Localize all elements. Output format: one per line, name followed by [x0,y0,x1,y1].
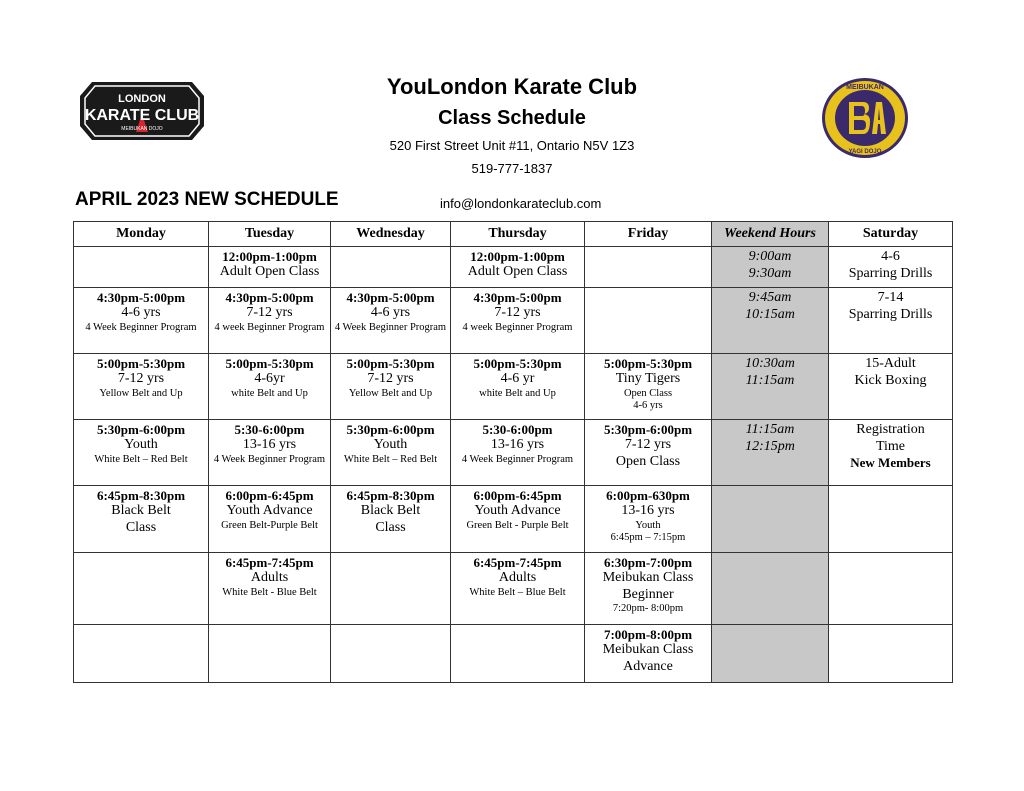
cell-line: white Belt and Up [231,387,308,399]
cell-line: 7:20pm- 8:00pm [612,603,684,615]
cell-line: 4 Week Beginner Program [213,453,326,465]
cell-line: 7-12 yrs [624,437,672,453]
schedule-cell-mon [74,247,209,288]
col-header-tuesday: Tuesday [209,222,331,247]
cell-line: Green Belt - Purple Belt [466,519,569,531]
cell-line: 5:00pm-5:30pm [603,356,693,371]
cell-line: 5:00pm-5:30pm [473,356,562,371]
schedule-cell-tue [209,553,331,625]
cell-line: Black Belt [360,503,421,519]
schedule-cell-sat [829,288,953,354]
col-header-wednesday: Wednesday [331,222,451,247]
schedule-cell-mon [74,486,209,553]
cell-line: 5:30pm-6:00pm [603,422,693,437]
cell-line: 4 Week Beginner Program [85,321,197,333]
schedule-cell-tue [209,486,331,553]
cell-line: Sparring Drills [848,306,933,322]
seal-top-text: MEIBUKAN [846,84,884,91]
cell-line: White Belt – Blue Belt [469,586,566,598]
cell-line: 6:45pm-7:45pm [473,555,562,570]
schedule-cell-wed [331,553,451,625]
cell-line: 4 week Beginner Program [462,321,573,333]
cell-line: Yellow Belt and Up [348,387,433,399]
logo-line3: MEIBUKAN DOJO [121,126,163,132]
cell-line: Open Class [623,387,673,399]
cell-line: 12:15pm [745,438,795,454]
schedule-cell-fri [585,354,712,420]
schedule-cell-sat [829,486,953,553]
schedule-cell-wkd [712,625,829,683]
cell-line: 13-16 yrs [621,503,675,519]
cell-line: Youth [124,437,158,453]
cell-line: Adult Open Class [219,264,320,280]
cell-line: 6:45pm-8:30pm [346,488,435,503]
schedule-cell-fri [585,486,712,553]
cell-line: 7:00pm-8:00pm [603,627,693,642]
schedule-cell-thu [451,288,585,354]
cell-line: Class [375,519,406,535]
cell-line: White Belt – Red Belt [343,453,438,465]
schedule-cell-wkd [712,354,829,420]
cell-line: 13-16 yrs [242,437,297,453]
cell-line: 6:00pm-6:45pm [473,488,562,503]
schedule-cell-wed [331,486,451,553]
cell-line: 4-6yr [254,371,285,387]
logo-line2: KARATE CLUB [84,107,200,124]
table-row [74,625,953,683]
cell-line: 6:45pm-7:45pm [225,555,314,570]
schedule-cell-thu [451,420,585,486]
cell-line: 6:45pm – 7:15pm [610,532,686,544]
cell-line: 7-12 yrs [494,305,541,321]
col-header-friday: Friday [585,222,712,247]
schedule-cell-thu [451,247,585,288]
cell-line: Adults [498,570,537,586]
cell-line: Black Belt [111,503,171,519]
col-header-thursday: Thursday [451,222,585,247]
schedule-subtitle: Class Schedule [438,107,586,129]
cell-line: 4-6 yrs [370,305,411,321]
logo-line1: LONDON [118,93,166,105]
schedule-cell-wkd [712,420,829,486]
table-header-row [74,222,953,247]
schedule-cell-tue [209,247,331,288]
cell-line: 5:30pm-6:00pm [346,422,435,437]
schedule-cell-sat [829,420,953,486]
cell-line: Time [875,438,906,454]
cell-line: 12:00pm-1:00pm [222,249,317,264]
cell-line: Beginner [622,586,674,602]
cell-line: 4:30pm-5:00pm [225,290,314,305]
table-row [74,420,953,486]
schedule-cell-tue [209,420,331,486]
schedule-cell-tue [209,625,331,683]
cell-line: 4:30pm-5:00pm [473,290,562,305]
london-karate-club-logo [78,80,206,142]
cell-line: 5:00pm-5:30pm [225,356,314,371]
schedule-cell-wed [331,420,451,486]
cell-line: Meibukan Class [602,570,694,586]
schedule-cell-tue [209,288,331,354]
cell-line: 4-6 [881,249,900,264]
cell-line: Youth Advance [226,503,313,519]
cell-line: 6:00pm-630pm [606,488,690,503]
table-row [74,288,953,354]
schedule-cell-mon [74,625,209,683]
cell-line: 11:15am [745,372,795,388]
cell-line: 6:45pm-8:30pm [96,488,186,503]
schedule-heading: APRIL 2023 NEW SCHEDULE [75,189,339,210]
schedule-cell-sat [829,354,953,420]
cell-line: 5:30-6:00pm [234,422,305,437]
cell-line: 15-Adult [865,356,916,371]
schedule-cell-fri [585,625,712,683]
cell-line: 7-12 yrs [246,305,293,321]
schedule-cell-mon [74,288,209,354]
table-row [74,247,953,288]
cell-line: 4-6 yr [500,371,535,387]
cell-line: 6:30pm-7:00pm [603,555,693,570]
cell-line: White Belt – Red Belt [94,453,188,465]
cell-line: 5:00pm-5:30pm [346,356,435,371]
cell-line: Class [125,519,157,535]
cell-line: Adult Open Class [467,264,568,280]
email-link[interactable]: info@londonkarateclub.com [440,196,602,211]
cell-line: Advance [623,658,673,674]
phone: 519-777-1837 [471,161,553,176]
table-row [74,553,953,625]
schedule-cell-sat [829,247,953,288]
cell-line: 12:00pm-1:00pm [470,249,565,264]
cell-line: 7-14 [877,290,904,305]
schedule-cell-wed [331,625,451,683]
schedule-cell-thu [451,553,585,625]
schedule-cell-mon [74,553,209,625]
table-row [74,354,953,420]
header [0,0,1024,220]
schedule-table [73,221,953,683]
schedule-cell-fri [585,247,712,288]
cell-line: Tiny Tigers [615,371,681,387]
cell-line: 9:30am [748,265,792,281]
cell-line: 4 week Beginner Program [214,321,325,333]
club-title: YouLondon Karate Club [386,74,638,99]
schedule-cell-sat [829,625,953,683]
cell-line: white Belt and Up [479,387,556,399]
schedule-cell-wkd [712,486,829,553]
cell-line: 6:00pm-6:45pm [225,488,314,503]
address: 520 First Street Unit #11, Ontario N5V 1Z3 [389,138,635,153]
cell-line: Adults [250,570,289,586]
cell-line: Youth [373,437,408,453]
cell-line: Youth [635,519,661,531]
schedule-cell-mon [74,354,209,420]
cell-line: 11:15am [745,422,795,437]
schedule-cell-wed [331,247,451,288]
schedule-cell-fri [585,288,712,354]
cell-line: 5:30-6:00pm [482,422,553,437]
cell-line: 10:15am [745,306,795,322]
col-header-weekend-hours: Weekend Hours [712,222,829,247]
cell-line: 5:30pm-6:00pm [96,422,186,437]
cell-line: 4:30pm-5:00pm [96,290,186,305]
col-header-saturday: Saturday [829,222,953,247]
cell-line: Green Belt-Purple Belt [221,519,318,531]
schedule-cell-thu [451,486,585,553]
cell-line: 5:00pm-5:30pm [96,356,186,371]
cell-line: White Belt - Blue Belt [222,586,317,598]
cell-line: 7-12 yrs [367,371,414,387]
schedule-cell-wkd [712,553,829,625]
cell-line: 4 Week Beginner Program [334,321,447,333]
schedule-cell-sat [829,553,953,625]
schedule-cell-mon [74,420,209,486]
seal-bottom-text: YAGI DOJO [848,149,882,155]
schedule-cell-fri [585,553,712,625]
cell-line: 9:45am [748,290,792,305]
cell-line: Sparring Drills [848,265,933,281]
cell-line: 4-6 yrs [121,305,161,321]
cell-line: Kick Boxing [854,372,927,388]
table-row [74,486,953,553]
cell-line: 4 Week Beginner Program [461,453,574,465]
cell-line: 4-6 yrs [633,400,663,412]
cell-line: New Members [850,455,931,471]
cell-line: 4:30pm-5:00pm [346,290,435,305]
cell-line: Yellow Belt and Up [99,387,183,399]
schedule-cell-thu [451,354,585,420]
schedule-cell-thu [451,625,585,683]
cell-line: 7-12 yrs [117,371,165,387]
schedule-cell-wed [331,288,451,354]
cell-line: Open Class [615,453,681,469]
schedule-cell-fri [585,420,712,486]
schedule-cell-tue [209,354,331,420]
cell-line: Youth Advance [474,503,561,519]
schedule-cell-wkd [712,247,829,288]
schedule-cell-wkd [712,288,829,354]
col-header-monday: Monday [74,222,209,247]
cell-line: 13-16 yrs [490,437,545,453]
cell-line: 10:30am [745,356,795,371]
cell-line: Registration [856,422,925,437]
meibukan-seal-icon [820,76,910,160]
cell-line: Meibukan Class [602,642,694,658]
cell-line: 9:00am [748,249,792,264]
schedule-cell-wed [331,354,451,420]
